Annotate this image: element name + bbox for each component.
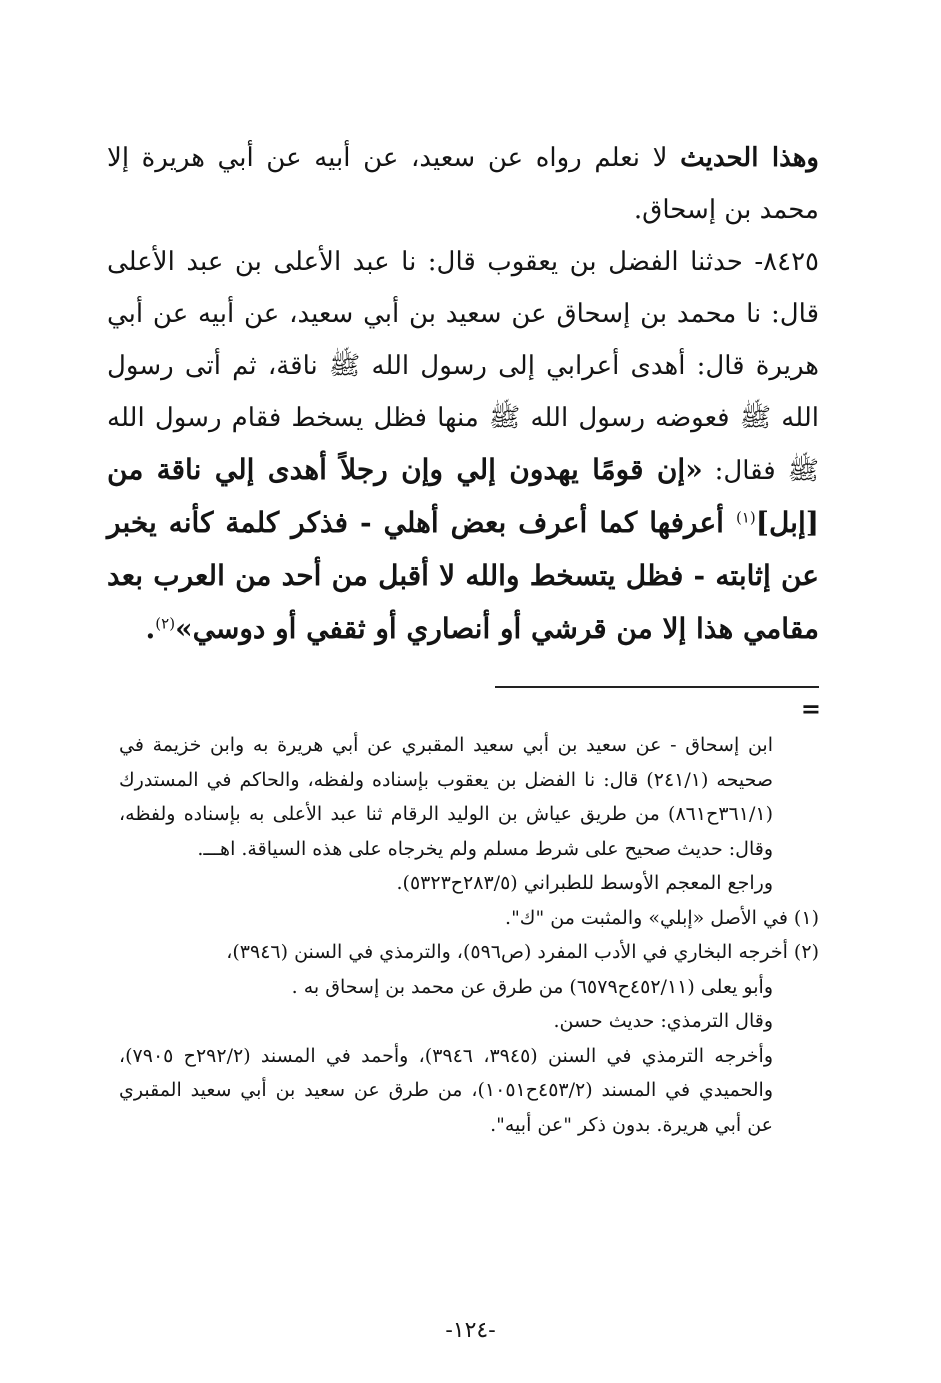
footnote-continuation-2: وراجع المعجم الأوسط للطبراني (٢٨٣/٥ح٥٣٢٣). bbox=[396, 872, 773, 894]
footnote-2-line-2: وأبو يعلى (٤٥٢/١١ح٦٥٧٩) من طرق عن محمد بن إسحاق به . bbox=[291, 975, 773, 998]
end-dot: . bbox=[145, 612, 156, 645]
hadith-quote-part1: «إن قومًا يهدون إلي وإن رجلاً أهدى إلي ناقة من [إبل] bbox=[107, 453, 819, 539]
footnote-ref-1: (١) bbox=[735, 508, 756, 527]
intro-bold: وهذا الحديث bbox=[680, 143, 819, 173]
hadith-number: ٨٤٢٥- bbox=[754, 247, 819, 277]
footnote-1: (١) في الأصل «إبلي» والمثبت من "ك". bbox=[505, 906, 819, 929]
footnote-ref-2: (٢) bbox=[155, 614, 176, 633]
footnote-2-paragraph: وأخرجه الترمذي في السنن (٣٩٤٥، ٣٩٤٦)، وأحمد في المسند (٢٩٢/٢ح ٧٩٠٥)، والحميدي في المسند (٤٥٣/٢ح١٠٥١)، من طرق عن سعيد بن أبي سعيد المقبري عن أبي هريرة. بدون ذكر "عن أبيه". bbox=[119, 1044, 774, 1136]
page-number: -١٢٤- bbox=[445, 1318, 496, 1343]
continuation-mark: = bbox=[800, 694, 821, 723]
footnote-2-line-3: وقال الترمذي: حديث حسن. bbox=[553, 1010, 773, 1032]
footnotes bbox=[119, 728, 819, 1142]
intro-text: لا نعلم رواه عن سعيد، عن أبيه عن أبي هريرة إلا محمد بن إسحاق. bbox=[107, 143, 819, 225]
hadith-paragraph bbox=[107, 236, 819, 656]
footnote-2-line-1: (٢) أخرجه البخاري في الأدب المفرد (ص٥٩٦)، والترمذي في السنن (٣٩٤٦)، bbox=[226, 941, 819, 963]
footnote-divider bbox=[495, 686, 819, 688]
hadith-quote-part2: أعرفها كما أعرف بعض أهلي - فذكر كلمة كأنه يخبر عن إثابته - فظل يتسخط والله لا أقبل من أحد من العرب بعد مقامي هذا إلا من قرشي أو أنصاري أو ثقفي أو دوسي» bbox=[107, 506, 819, 645]
hadith-text: حدثنا الفضل بن يعقوب قال: نا عبد الأعلى بن عبد الأعلى قال: نا محمد بن إسحاق عن سعيد بن أبي سعيد، عن أبيه عن أبي هريرة قال: أهدى أعرابي إلى رسول الله ﷺ ناقة، ثم أتى رسول الله ﷺ فعوضه رسول الله ﷺ منها فظل يسخط فقام رسول الله ﷺ فقال: bbox=[107, 247, 820, 486]
footnote-continuation: ابن إسحاق - عن سعيد بن أبي سعيد المقبري عن أبي هريرة به وابن خزيمة في صحيحه (٢٤١/١) قال: نا الفضل بن يعقوب بإسناده ولفظه، والحاكم في المستدرك (٣٦١/١ح٨٦١) من طريق عياش بن الوليد الرقام ثنا عبد الأعلى به بإسناده ولفظه، وقال: حديث صحيح على شرط مسلم ولم يخرجاه على هذه السياقة. اهـــ. bbox=[119, 734, 773, 860]
main-text bbox=[107, 132, 819, 656]
intro-paragraph bbox=[107, 132, 819, 236]
